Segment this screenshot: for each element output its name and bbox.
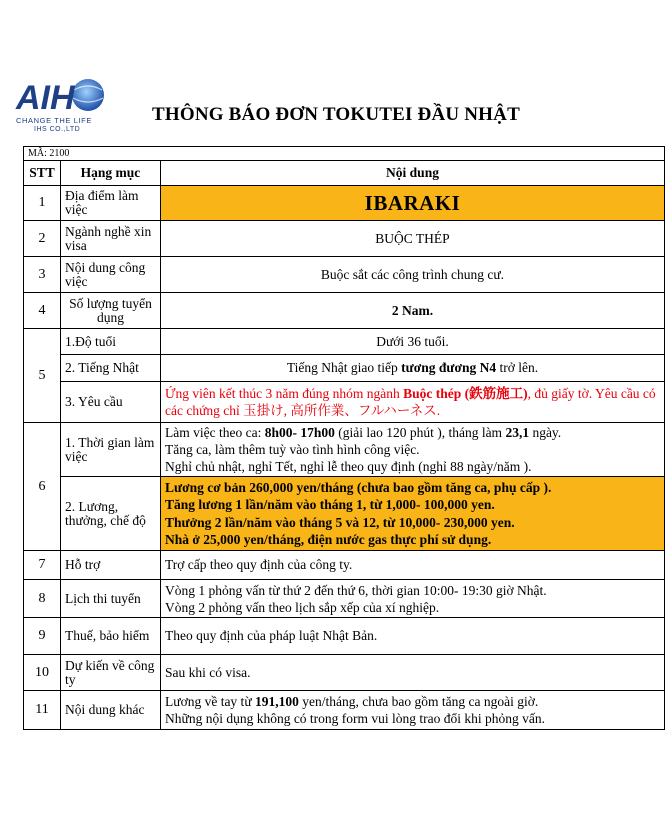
tax-insurance-value: Theo quy định của pháp luật Nhật Bản. <box>161 618 665 655</box>
interview-schedule-value: Vòng 1 phỏng vấn từ thứ 2 đến thứ 6, thời gian 10:00- 19:30 giờ Nhật. Vòng 2 phỏng vấn theo lịch sắp xếp của xí nghiệp. <box>161 580 665 618</box>
table-row <box>24 382 665 423</box>
row-subcategory: 2. Lương, thưởng, chế độ <box>61 477 161 551</box>
japanese-level-value: Tiếng Nhật giao tiếp tương đương N4 trở lên. <box>161 355 665 382</box>
row-category: Nội dung công việc <box>61 257 161 293</box>
logo-tagline: CHANGE THE LIFE <box>16 116 92 125</box>
requirement-value: Ứng viên kết thúc 3 năm đúng nhóm ngành Buộc thép (鉄筋施工), đủ giấy tờ. Yêu cầu có các chứng chỉ 玉掛け, 高所作業、フルハーネス. <box>161 382 665 423</box>
row-number: 5 <box>24 329 61 423</box>
row-number: 1 <box>24 186 61 221</box>
table-header-row <box>24 161 665 186</box>
working-time-value: Làm việc theo ca: 8h00- 17h00 (giải lao 120 phút ), tháng làm 23,1 ngày. Tăng ca, làm thêm tuỳ vào tình hình công việc. Nghỉ chủ nhật, nghỉ Tết, nghỉ lễ theo quy định (nghỉ 88 ngày/năm ). <box>161 423 665 477</box>
table-row <box>24 355 665 382</box>
header-stt: STT <box>24 161 61 186</box>
row-number: 7 <box>24 551 61 580</box>
logo-company: IHS CO.,LTD <box>34 126 81 133</box>
headcount-value: 2 Nam. <box>161 293 665 329</box>
table-row <box>24 618 665 655</box>
row-category: Ngành nghề xin visa <box>61 221 161 257</box>
table-row <box>24 580 665 618</box>
company-logo <box>12 78 108 138</box>
aih-globe-logo-icon <box>14 78 106 114</box>
row-category: Lịch thi tuyển <box>61 580 161 618</box>
job-description-value: Buộc sắt các công trình chung cư. <box>161 257 665 293</box>
row-category: Địa điểm làm việc <box>61 186 161 221</box>
row-number: 6 <box>24 423 61 551</box>
row-number: 4 <box>24 293 61 329</box>
work-location-value: IBARAKI <box>161 186 665 221</box>
table-row <box>24 257 665 293</box>
row-number: 2 <box>24 221 61 257</box>
row-category: Nội dung khác <box>61 691 161 730</box>
header-category: Hạng mục <box>61 161 161 186</box>
age-value: Dưới 36 tuổi. <box>161 329 665 355</box>
row-subcategory: 1. Thời gian làm việc <box>61 423 161 477</box>
support-value: Trợ cấp theo quy định của công ty. <box>161 551 665 580</box>
row-category: Số lượng tuyển dụng <box>61 293 161 329</box>
logo-letters: AIH <box>16 79 75 114</box>
table-row <box>24 551 665 580</box>
row-number: 10 <box>24 655 61 691</box>
table-row <box>24 477 665 551</box>
table-row <box>24 691 665 730</box>
row-number: 3 <box>24 257 61 293</box>
row-subcategory: 2. Tiếng Nhật <box>61 355 161 382</box>
row-category: Hỗ trợ <box>61 551 161 580</box>
job-notice-table <box>23 146 665 730</box>
row-category: Dự kiến về công ty <box>61 655 161 691</box>
header-content: Nội dung <box>161 161 665 186</box>
document-title: THÔNG BÁO ĐƠN TOKUTEI ĐẦU NHẬT <box>152 104 520 125</box>
row-subcategory: 1.Độ tuổi <box>61 329 161 355</box>
visa-field-value: BUỘC THÉP <box>161 221 665 257</box>
row-subcategory: 3. Yêu cầu <box>61 382 161 423</box>
other-content-value: Lương về tay từ 191,100 yen/tháng, chưa bao gồm tăng ca ngoài giờ. Những nội dụng không có trong form vui lòng trao đổi khi phỏng vấn. <box>161 691 665 730</box>
row-number: 9 <box>24 618 61 655</box>
table-row <box>24 423 665 477</box>
departure-estimate-value: Sau khi có visa. <box>161 655 665 691</box>
row-category: Thuế, bảo hiểm <box>61 618 161 655</box>
table-row <box>24 221 665 257</box>
row-number: 8 <box>24 580 61 618</box>
table-row <box>24 186 665 221</box>
job-code: MÃ: 2100 <box>24 147 665 161</box>
table-row <box>24 293 665 329</box>
table-row <box>24 329 665 355</box>
salary-value: Lương cơ bản 260,000 yen/tháng (chưa bao gồm tăng ca, phụ cấp ). Tăng lương 1 lần/năm vào tháng 1, từ 1,000- 100,000 yen. Thưởng 2 lần/năm vào tháng 5 và 12, từ 10,000- 230,000 yen. Nhà ở 25,000 yen/tháng, điện nước gas thực phí sử dụng. <box>161 477 665 551</box>
row-number: 11 <box>24 691 61 730</box>
table-row <box>24 655 665 691</box>
